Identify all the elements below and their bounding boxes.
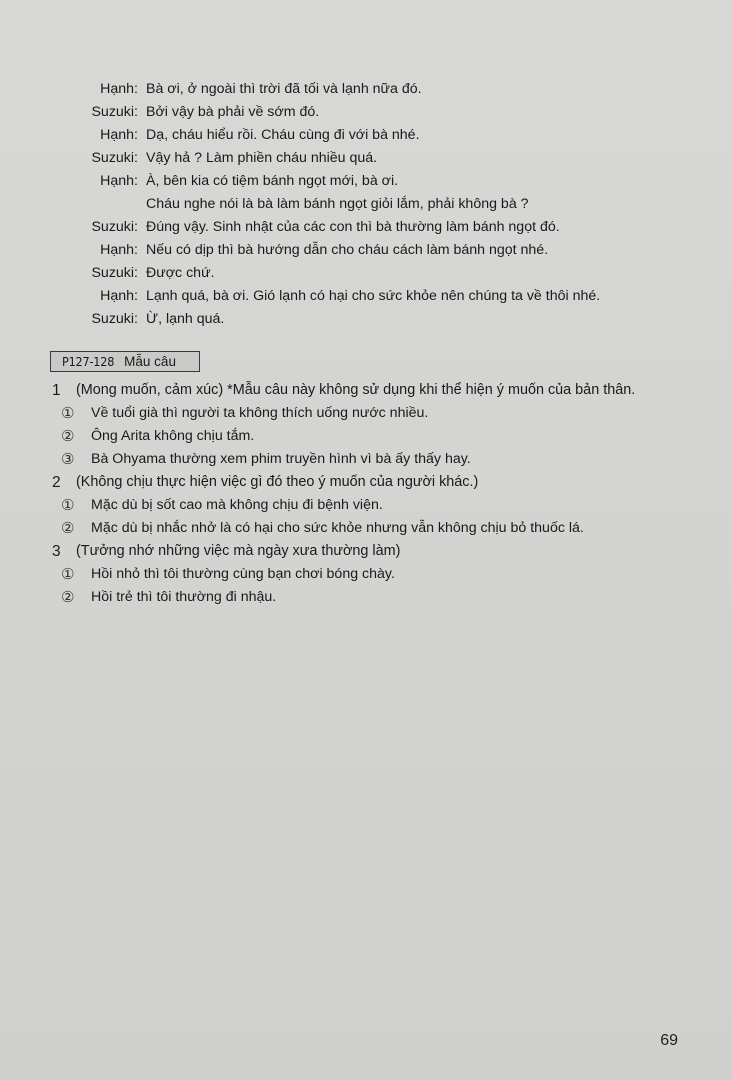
pattern-heading [52,471,712,494]
circled-number-marker: ② [61,519,75,537]
circled-number-marker: ① [61,404,75,422]
example-sentence [52,563,712,586]
utterance: Nếu có dịp thì bà hướng dẫn cho cháu cách làm bánh ngọt nhé. [146,242,549,258]
speaker-name: Hạnh: [100,81,138,97]
speaker-name [60,193,138,216]
utterance: Ừ, lạnh quá. [146,311,225,327]
utterance: Bởi vậy bà phải về sớm đó. [146,104,320,120]
pattern-number: 2 [52,474,61,491]
utterance: Dạ, cháu hiểu rồi. Cháu cùng đi với bà nhé. [146,127,420,143]
section-label [50,351,200,372]
circled-number-marker: ① [61,496,75,514]
utterance: Vậy hả ? Làm phiền cháu nhiều quá. [146,150,378,166]
section-page-code: P127-128 [62,354,115,369]
section-title: Mẫu câu [124,354,176,369]
dialogue-line [60,101,700,124]
utterance: Lạnh quá, bà ơi. Gió lạnh có hại cho sức khỏe nên chúng ta về thôi nhé. [146,288,601,304]
pattern-description: (Mong muốn, cảm xúc) *Mẫu câu này không sử dụng khi thể hiện ý muốn của bản thân. [76,382,636,398]
utterance: À, bên kia có tiệm bánh ngọt mới, bà ơi. [146,173,399,189]
dialogue-line [60,193,700,216]
example-sentence [52,586,712,609]
speaker-name: Hạnh: [100,242,138,258]
dialogue-line [60,308,700,331]
dialogue-line [60,170,700,193]
utterance: Bà ơi, ở ngoài thì trời đã tối và lạnh nữa đó. [146,81,422,97]
example-text: Về tuổi già thì người ta không thích uống nước nhiều. [91,405,429,421]
example-sentence [52,448,712,471]
example-text: Bà Ohyama thường xem phim truyền hình vì bà ấy thấy hay. [91,451,471,467]
speaker-name: Hạnh: [100,288,138,304]
dialogue-line [60,216,700,239]
speaker-name: Suzuki: [91,104,138,120]
example-text: Hồi trẻ thì tôi thường đi nhậu. [91,589,277,605]
example-sentence [52,425,712,448]
page-number: 69 [660,1032,678,1049]
sentence-patterns [52,379,712,609]
pattern-number: 1 [52,382,61,399]
speaker-name: Suzuki: [91,150,138,166]
utterance: Đúng vậy. Sinh nhật của các con thì bà thường làm bánh ngọt đó. [146,219,560,235]
dialogue-line [60,147,700,170]
circled-number-marker: ② [61,427,75,445]
example-text: Mặc dù bị nhắc nhở là có hại cho sức khỏe nhưng vẫn không chịu bỏ thuốc lá. [91,520,584,536]
pattern-description: (Không chịu thực hiện việc gì đó theo ý muốn của người khác.) [76,474,479,490]
dialogue-line [60,239,700,262]
speaker-name: Hạnh: [100,127,138,143]
speaker-name: Hạnh: [100,173,138,189]
circled-number-marker: ① [61,565,75,583]
example-sentence [52,402,712,425]
dialogue-line [60,285,700,308]
dialogue-line [60,78,700,101]
circled-number-marker: ③ [61,450,75,468]
dialogue-line [60,262,700,285]
example-text: Ông Arita không chịu tắm. [91,428,255,444]
utterance: Cháu nghe nói là bà làm bánh ngọt giỏi lắm, phải không bà ? [146,196,529,212]
speaker-name: Suzuki: [91,311,138,327]
example-text: Mặc dù bị sốt cao mà không chịu đi bệnh viện. [91,497,383,513]
speaker-name: Suzuki: [91,265,138,281]
dialogue-line [60,124,700,147]
example-sentence [52,517,712,540]
utterance: Được chứ. [146,265,215,281]
example-sentence [52,494,712,517]
pattern-number: 3 [52,543,61,560]
circled-number-marker: ② [61,588,75,606]
example-text: Hồi nhỏ thì tôi thường cùng bạn chơi bóng chày. [91,566,395,582]
pattern-description: (Tưởng nhớ những việc mà ngày xưa thường làm) [76,543,401,559]
pattern-heading [52,379,712,402]
pattern-heading [52,540,712,563]
dialogue [60,78,700,331]
speaker-name: Suzuki: [91,219,138,235]
